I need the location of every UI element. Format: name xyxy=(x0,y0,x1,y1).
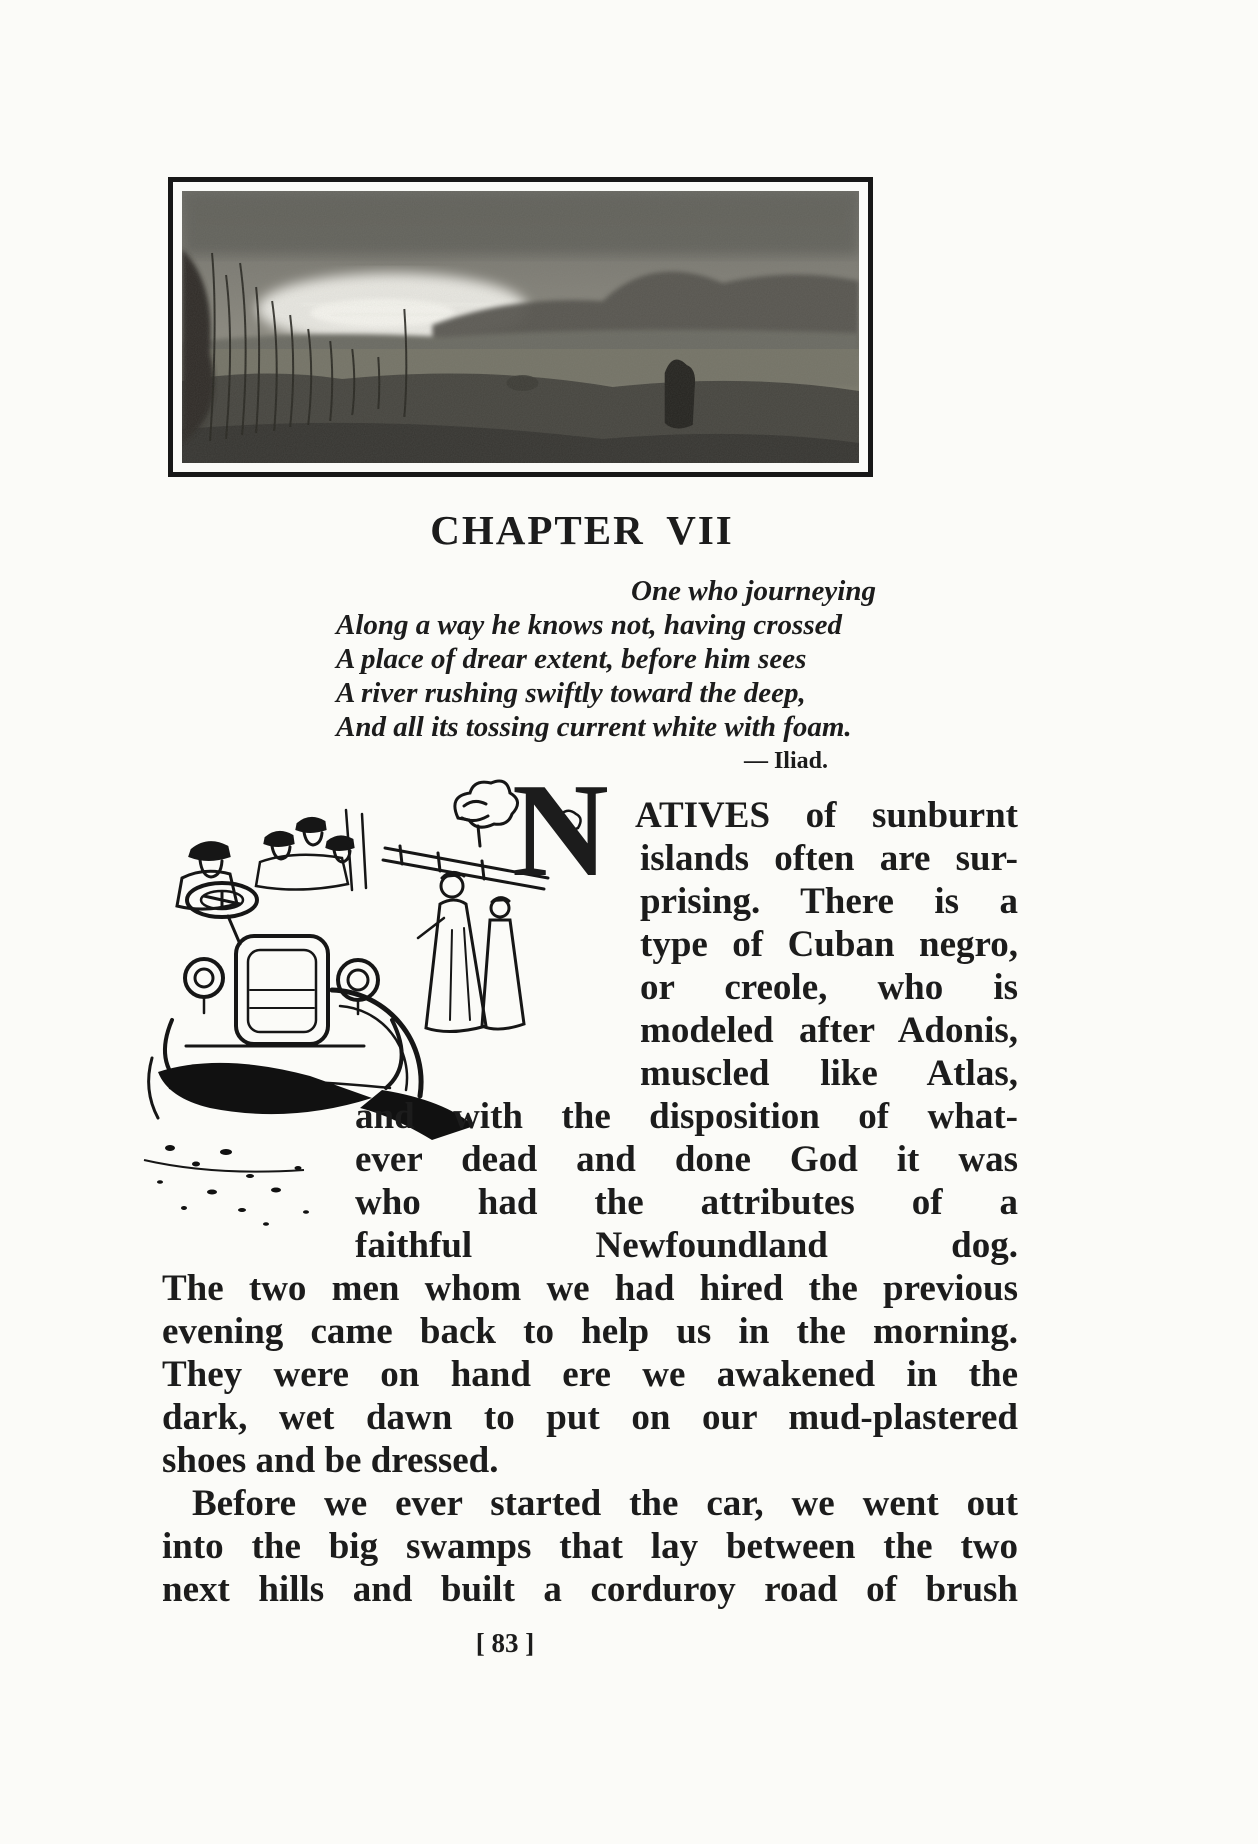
body-text-line: islands often are sur- xyxy=(640,838,1018,879)
epigraph-line: A river rushing swiftly toward the deep, xyxy=(336,677,806,709)
body-text-line: shoes and be dressed. xyxy=(162,1440,499,1481)
epigraph-line: A place of drear extent, before him sees xyxy=(336,643,807,675)
body-text-line: into the big swamps that lay between the two xyxy=(162,1526,1018,1567)
drop-cap: N xyxy=(512,756,609,904)
body-text-line: The two men whom we had hired the previous xyxy=(162,1268,1018,1309)
body-text-line: ever dead and done God it was xyxy=(355,1139,1018,1180)
body-text-line: modeled after Adonis, xyxy=(640,1010,1018,1051)
epigraph-line: And all its tossing current white with foam. xyxy=(336,711,852,743)
body-text-line: faithful Newfoundland dog. xyxy=(355,1225,1018,1266)
body-text-line: dark, wet dawn to put on our mud-plastered xyxy=(162,1397,1018,1438)
body-text-line: evening came back to help us in the morning. xyxy=(162,1311,1018,1352)
photo-frame xyxy=(168,177,873,477)
body-text-line: type of Cuban negro, xyxy=(640,924,1018,965)
page-number: [ 83 ] xyxy=(475,1628,535,1658)
body-text-line: Before we ever started the car, we went out xyxy=(192,1483,1018,1524)
chapter-title: CHAPTER VII xyxy=(430,507,734,553)
body-text-line: prising. There is a xyxy=(640,881,1018,922)
epigraph-line: Along a way he knows not, having crossed xyxy=(336,609,842,641)
body-text-line: They were on hand ere we awakened in the xyxy=(162,1354,1018,1395)
body-text-line: ATIVES of sunburnt xyxy=(635,795,1018,836)
body-text-line: and with the disposition of what- xyxy=(355,1096,1018,1137)
body-text-line: or creole, who is xyxy=(640,967,1018,1008)
body-text-line: next hills and built a corduroy road of brush xyxy=(162,1569,1018,1610)
body-text-line: muscled like Atlas, xyxy=(640,1053,1018,1094)
epigraph-line: One who journeying xyxy=(631,575,876,607)
landscape-photo xyxy=(182,191,859,463)
epigraph-attribution: — Iliad. xyxy=(743,748,828,774)
body-text-line: who had the attributes of a xyxy=(355,1182,1018,1223)
